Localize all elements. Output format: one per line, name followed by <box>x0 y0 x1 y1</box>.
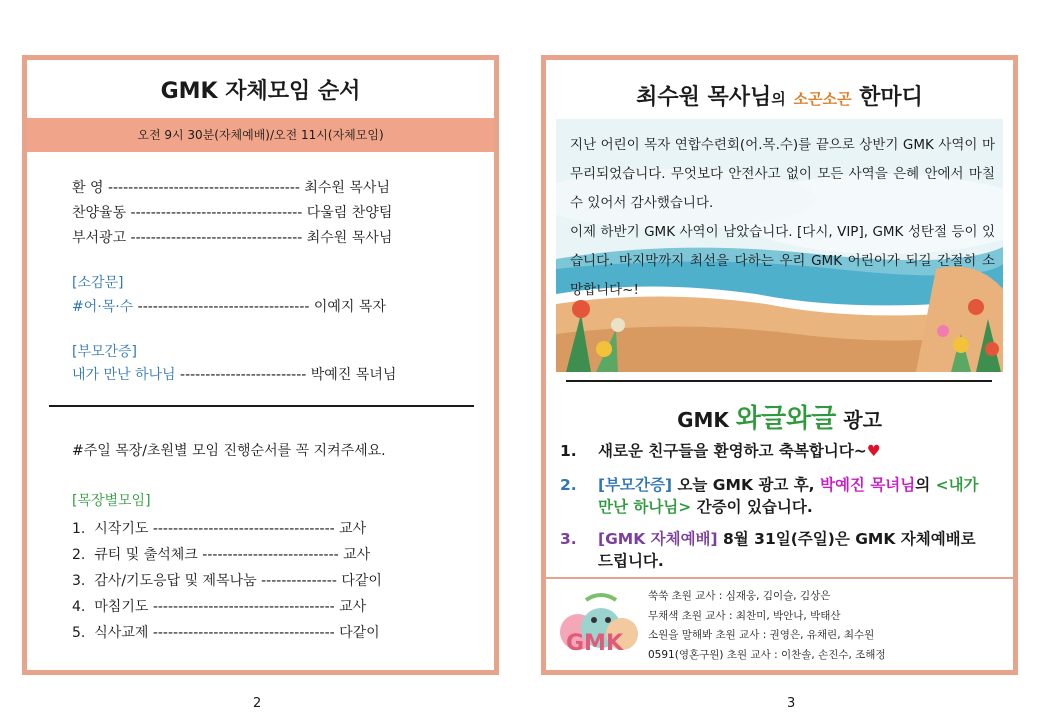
section-label-sogamun: [소감문] <box>72 275 124 291</box>
program-person: 다같이 <box>336 573 382 589</box>
leader-dashes: ------------------------------------ <box>152 625 335 641</box>
program-item: 감사/기도응답 및 제목나눔 <box>94 573 262 589</box>
ad-highlight-name: 박예진 목녀님 <box>819 476 916 494</box>
program-item: 부서광고 <box>72 230 131 246</box>
svg-text:GMK: GMK <box>566 631 623 656</box>
pastor-message <box>570 131 995 305</box>
title-main: 최수원 목사님 <box>636 85 772 110</box>
sogamun-row <box>72 296 386 316</box>
teacher-line: 쑥쑥 초원 교사 : 심재웅, 김이슬, 김상은 <box>648 590 831 602</box>
leader-dashes: ------------------------- <box>180 367 307 383</box>
leader-dashes: ---------------------------------- <box>137 299 310 315</box>
list-number: 5. <box>72 625 86 641</box>
ad-item <box>560 528 990 572</box>
leader-dashes: ------------------------------------ <box>152 521 335 537</box>
group-row <box>72 596 366 616</box>
ad-text: 오늘 GMK 광고 후, <box>672 476 820 494</box>
leader-dashes: ------------------------------------ <box>152 599 335 615</box>
program-item: 찬양율동 <box>72 205 131 221</box>
program-item: 큐티 및 출석체크 <box>94 547 203 563</box>
program-row <box>72 202 392 222</box>
program-person: 이예지 목자 <box>309 299 386 315</box>
divider <box>49 405 474 407</box>
gmk-logo-icon <box>556 590 642 660</box>
program-person: 최수원 목사님 <box>299 180 390 196</box>
leader-dashes: --------------------------- <box>202 547 339 563</box>
heart-icon: ♥ <box>866 442 881 460</box>
teacher-line: 0591(영혼구원) 초원 교사 : 이찬솔, 손진수, 조해정 <box>648 648 886 661</box>
teacher-list <box>648 587 886 665</box>
ad-title-accent: 와글와글 <box>735 404 837 434</box>
program-row <box>72 227 392 247</box>
ad-title-pre: GMK <box>677 408 729 432</box>
list-number: 2. <box>72 547 86 563</box>
ad-text: 새로운 친구들을 환영하고 축복합니다~ <box>598 442 867 460</box>
time-band: 오전 9시 30분(자체예배)/오전 11시(자체모임) <box>27 118 494 152</box>
group-row <box>72 518 366 538</box>
program-item: #어·목·수 <box>72 299 138 315</box>
program-item: 시작기도 <box>94 521 153 537</box>
ad-text: 8월 31일(주일)은 GMK 자체예배로 드립니다. <box>598 530 976 570</box>
leader-dashes: --------------- <box>261 573 337 589</box>
beach-illustration <box>556 119 1003 372</box>
program-person: 교사 <box>338 547 371 563</box>
list-number: 2. <box>560 476 577 494</box>
gmk-logo <box>556 590 642 660</box>
program-item: 식사교제 <box>94 625 153 641</box>
ad-text: 의 <box>915 476 936 494</box>
list-number: 3. <box>72 573 86 589</box>
page-number: 3 <box>787 696 796 711</box>
title-particle: 의 <box>771 90 786 108</box>
program-person: 다같이 <box>334 625 380 641</box>
ad-title-post: 광고 <box>843 408 882 432</box>
group-row <box>72 544 370 564</box>
group-row <box>72 570 382 590</box>
program-item: 마침기도 <box>94 599 153 615</box>
ad-text: 간증이 있습니다. <box>691 498 813 516</box>
right-page <box>541 55 1018 675</box>
program-person: 교사 <box>334 521 367 537</box>
page-number: 2 <box>253 696 262 711</box>
notice-text: #주일 목장/초원별 모임 진행순서를 꼭 지켜주세요. <box>72 443 386 459</box>
list-number: 3. <box>560 530 577 548</box>
program-person: 다울림 찬양팀 <box>302 205 393 221</box>
title-accent: 소곤소곤 <box>793 90 852 108</box>
list-number: 1. <box>72 521 86 537</box>
teacher-line: 무채색 초원 교사 : 최찬미, 박안나, 박태산 <box>648 609 841 622</box>
left-page <box>22 55 499 675</box>
leader-dashes: -------------------------------------- <box>107 180 300 196</box>
leader-dashes: ---------------------------------- <box>130 205 303 221</box>
ad-item <box>560 474 990 518</box>
list-number: 4. <box>72 599 86 615</box>
program-person: 박예진 목녀님 <box>306 367 397 383</box>
group-row <box>72 622 380 642</box>
teacher-line: 소원을 말해봐 초원 교사 : 권영은, 유채린, 최수원 <box>648 629 875 641</box>
ad-item <box>560 440 990 462</box>
message-paragraph: 지난 어린이 목자 연합수련회(어.목.수)를 끝으로 상반기 GMK 사역이 마무리되었습니다. 무엇보다 안전사고 없이 모든 사역을 은혜 안에서 마칠 수 있어서 감사했습니다. <box>570 137 995 211</box>
page-title: GMK 자체모임 순서 <box>160 79 361 104</box>
program-person: 교사 <box>334 599 367 615</box>
ad-tag: [부모간증] <box>598 476 673 494</box>
message-paragraph: 이제 하반기 GMK 사역이 남았습니다. [다시, VIP], GMK 성탄절 등이 있습니다. 마지막까지 최선을 다하는 우리 GMK 어린이가 되길 간절히 소망합니다~! <box>570 224 995 298</box>
ad-section-title <box>546 398 1013 435</box>
title-end: 한마디 <box>859 85 923 110</box>
page-title <box>546 80 1013 111</box>
program-person: 최수원 목사님 <box>302 230 393 246</box>
section-label-testimony: [부모간증] <box>72 344 138 360</box>
list-number: 1. <box>560 442 577 460</box>
leader-dashes: ---------------------------------- <box>130 230 303 246</box>
footer-divider <box>546 577 1013 579</box>
program-item: 환 영 <box>72 180 108 196</box>
program-row <box>72 177 390 197</box>
divider <box>566 380 992 382</box>
ad-highlight-title: <내가 만난 하나님> <box>598 476 979 516</box>
program-item: 내가 만난 하나님 <box>72 367 181 383</box>
section-label-group: [목장별모임] <box>72 493 151 509</box>
testimony-row <box>72 364 396 384</box>
ad-tag: [GMK 자체예배] <box>598 530 718 548</box>
